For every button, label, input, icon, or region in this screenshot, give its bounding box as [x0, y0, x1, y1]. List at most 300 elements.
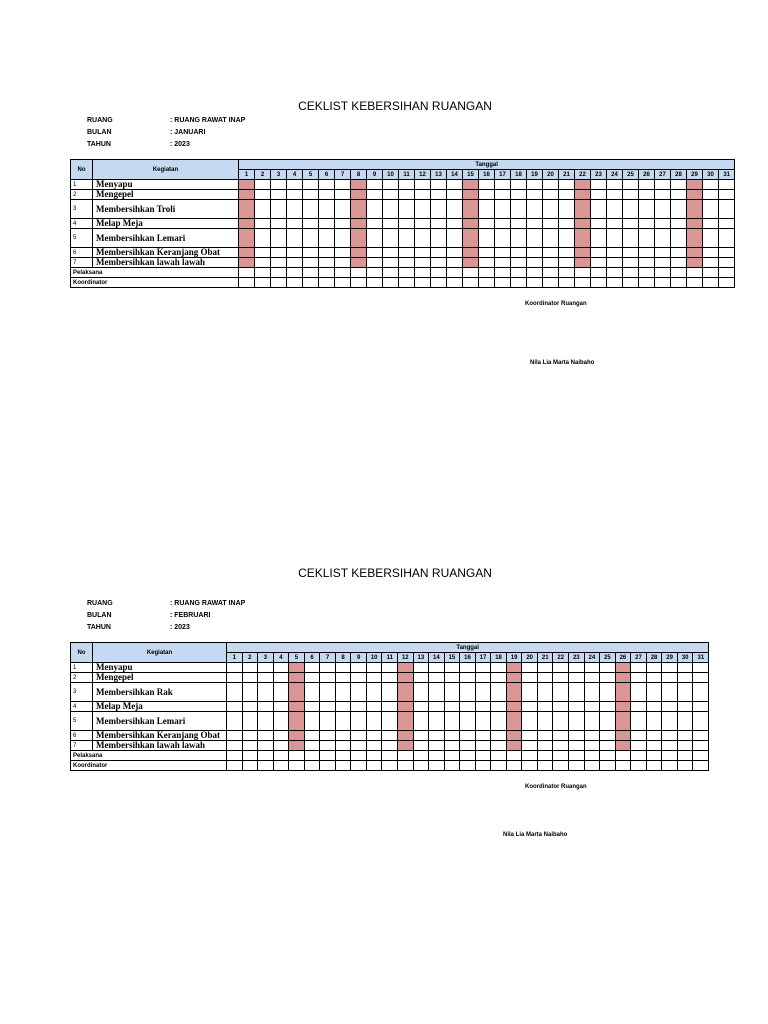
- signature-cell[interactable]: [258, 751, 274, 761]
- check-cell[interactable]: [677, 683, 693, 702]
- signature-cell[interactable]: [646, 751, 662, 761]
- check-cell[interactable]: [569, 712, 585, 731]
- check-cell[interactable]: [460, 731, 476, 741]
- check-cell[interactable]: [646, 741, 662, 751]
- check-cell[interactable]: [399, 180, 415, 190]
- check-cell[interactable]: [703, 219, 719, 229]
- check-cell[interactable]: [431, 200, 447, 219]
- signature-cell[interactable]: [575, 278, 591, 288]
- check-cell[interactable]: [287, 258, 303, 268]
- check-cell[interactable]: [703, 190, 719, 200]
- check-cell[interactable]: [367, 229, 383, 248]
- check-cell[interactable]: [431, 258, 447, 268]
- scheduled-day-cell[interactable]: [575, 200, 591, 219]
- signature-cell[interactable]: [367, 278, 383, 288]
- check-cell[interactable]: [475, 731, 491, 741]
- check-cell[interactable]: [553, 712, 569, 731]
- signature-cell[interactable]: [227, 751, 243, 761]
- scheduled-day-cell[interactable]: [687, 200, 703, 219]
- check-cell[interactable]: [553, 741, 569, 751]
- scheduled-day-cell[interactable]: [351, 258, 367, 268]
- signature-cell[interactable]: [687, 278, 703, 288]
- signature-cell[interactable]: [287, 278, 303, 288]
- scheduled-day-cell[interactable]: [239, 248, 255, 258]
- check-cell[interactable]: [367, 219, 383, 229]
- signature-cell[interactable]: [429, 761, 445, 771]
- check-cell[interactable]: [662, 663, 678, 673]
- scheduled-day-cell[interactable]: [615, 702, 631, 712]
- signature-cell[interactable]: [320, 761, 336, 771]
- check-cell[interactable]: [639, 219, 655, 229]
- signature-cell[interactable]: [415, 278, 431, 288]
- check-cell[interactable]: [447, 200, 463, 219]
- scheduled-day-cell[interactable]: [463, 258, 479, 268]
- scheduled-day-cell[interactable]: [575, 248, 591, 258]
- check-cell[interactable]: [351, 663, 367, 673]
- check-cell[interactable]: [703, 200, 719, 219]
- scheduled-day-cell[interactable]: [239, 219, 255, 229]
- scheduled-day-cell[interactable]: [463, 219, 479, 229]
- check-cell[interactable]: [631, 741, 647, 751]
- check-cell[interactable]: [335, 219, 351, 229]
- check-cell[interactable]: [447, 229, 463, 248]
- signature-cell[interactable]: [687, 268, 703, 278]
- check-cell[interactable]: [304, 663, 320, 673]
- signature-cell[interactable]: [479, 278, 495, 288]
- signature-cell[interactable]: [351, 278, 367, 288]
- check-cell[interactable]: [591, 258, 607, 268]
- check-cell[interactable]: [522, 731, 538, 741]
- check-cell[interactable]: [351, 673, 367, 683]
- check-cell[interactable]: [671, 190, 687, 200]
- check-cell[interactable]: [677, 673, 693, 683]
- check-cell[interactable]: [600, 712, 616, 731]
- scheduled-day-cell[interactable]: [351, 219, 367, 229]
- signature-cell[interactable]: [366, 751, 382, 761]
- check-cell[interactable]: [491, 683, 507, 702]
- check-cell[interactable]: [335, 741, 351, 751]
- check-cell[interactable]: [382, 683, 398, 702]
- check-cell[interactable]: [335, 683, 351, 702]
- signature-cell[interactable]: [460, 761, 476, 771]
- check-cell[interactable]: [383, 229, 399, 248]
- check-cell[interactable]: [335, 712, 351, 731]
- check-cell[interactable]: [460, 663, 476, 673]
- check-cell[interactable]: [591, 180, 607, 190]
- signature-cell[interactable]: [255, 268, 271, 278]
- check-cell[interactable]: [475, 741, 491, 751]
- check-cell[interactable]: [537, 702, 553, 712]
- check-cell[interactable]: [415, 248, 431, 258]
- scheduled-day-cell[interactable]: [463, 229, 479, 248]
- check-cell[interactable]: [479, 180, 495, 190]
- check-cell[interactable]: [351, 731, 367, 741]
- check-cell[interactable]: [413, 702, 429, 712]
- signature-cell[interactable]: [303, 268, 319, 278]
- check-cell[interactable]: [382, 663, 398, 673]
- check-cell[interactable]: [303, 200, 319, 219]
- check-cell[interactable]: [719, 258, 735, 268]
- signature-cell[interactable]: [662, 751, 678, 761]
- scheduled-day-cell[interactable]: [615, 731, 631, 741]
- check-cell[interactable]: [431, 190, 447, 200]
- check-cell[interactable]: [366, 663, 382, 673]
- check-cell[interactable]: [671, 200, 687, 219]
- check-cell[interactable]: [335, 190, 351, 200]
- scheduled-day-cell[interactable]: [351, 248, 367, 258]
- check-cell[interactable]: [227, 741, 243, 751]
- check-cell[interactable]: [491, 731, 507, 741]
- check-cell[interactable]: [655, 258, 671, 268]
- check-cell[interactable]: [366, 731, 382, 741]
- check-cell[interactable]: [304, 712, 320, 731]
- check-cell[interactable]: [255, 219, 271, 229]
- check-cell[interactable]: [415, 190, 431, 200]
- check-cell[interactable]: [569, 741, 585, 751]
- check-cell[interactable]: [495, 258, 511, 268]
- check-cell[interactable]: [511, 190, 527, 200]
- check-cell[interactable]: [623, 200, 639, 219]
- check-cell[interactable]: [447, 248, 463, 258]
- scheduled-day-cell[interactable]: [289, 741, 305, 751]
- scheduled-day-cell[interactable]: [289, 683, 305, 702]
- signature-cell[interactable]: [584, 761, 600, 771]
- check-cell[interactable]: [273, 702, 289, 712]
- check-cell[interactable]: [431, 180, 447, 190]
- signature-cell[interactable]: [607, 268, 623, 278]
- check-cell[interactable]: [600, 741, 616, 751]
- check-cell[interactable]: [584, 741, 600, 751]
- check-cell[interactable]: [383, 200, 399, 219]
- check-cell[interactable]: [591, 190, 607, 200]
- check-cell[interactable]: [242, 663, 258, 673]
- check-cell[interactable]: [559, 190, 575, 200]
- signature-cell[interactable]: [319, 268, 335, 278]
- signature-cell[interactable]: [671, 278, 687, 288]
- check-cell[interactable]: [559, 248, 575, 258]
- check-cell[interactable]: [559, 229, 575, 248]
- signature-cell[interactable]: [506, 761, 522, 771]
- signature-cell[interactable]: [351, 761, 367, 771]
- check-cell[interactable]: [607, 229, 623, 248]
- signature-cell[interactable]: [239, 278, 255, 288]
- signature-cell[interactable]: [543, 268, 559, 278]
- check-cell[interactable]: [399, 190, 415, 200]
- check-cell[interactable]: [527, 229, 543, 248]
- check-cell[interactable]: [303, 229, 319, 248]
- check-cell[interactable]: [559, 219, 575, 229]
- check-cell[interactable]: [227, 663, 243, 673]
- check-cell[interactable]: [319, 248, 335, 258]
- check-cell[interactable]: [491, 702, 507, 712]
- check-cell[interactable]: [303, 190, 319, 200]
- scheduled-day-cell[interactable]: [398, 741, 414, 751]
- check-cell[interactable]: [522, 702, 538, 712]
- check-cell[interactable]: [511, 248, 527, 258]
- signature-cell[interactable]: [677, 751, 693, 761]
- signature-cell[interactable]: [289, 761, 305, 771]
- signature-cell[interactable]: [615, 761, 631, 771]
- signature-cell[interactable]: [559, 268, 575, 278]
- check-cell[interactable]: [303, 219, 319, 229]
- scheduled-day-cell[interactable]: [575, 258, 591, 268]
- signature-cell[interactable]: [273, 751, 289, 761]
- check-cell[interactable]: [553, 683, 569, 702]
- check-cell[interactable]: [646, 663, 662, 673]
- signature-cell[interactable]: [303, 278, 319, 288]
- check-cell[interactable]: [335, 229, 351, 248]
- signature-cell[interactable]: [398, 751, 414, 761]
- check-cell[interactable]: [639, 258, 655, 268]
- check-cell[interactable]: [591, 229, 607, 248]
- check-cell[interactable]: [527, 200, 543, 219]
- check-cell[interactable]: [671, 258, 687, 268]
- check-cell[interactable]: [227, 702, 243, 712]
- check-cell[interactable]: [335, 702, 351, 712]
- check-cell[interactable]: [242, 702, 258, 712]
- scheduled-day-cell[interactable]: [289, 663, 305, 673]
- signature-cell[interactable]: [415, 268, 431, 278]
- check-cell[interactable]: [584, 731, 600, 741]
- signature-cell[interactable]: [335, 278, 351, 288]
- check-cell[interactable]: [271, 190, 287, 200]
- check-cell[interactable]: [319, 200, 335, 219]
- check-cell[interactable]: [607, 219, 623, 229]
- check-cell[interactable]: [227, 673, 243, 683]
- scheduled-day-cell[interactable]: [239, 229, 255, 248]
- scheduled-day-cell[interactable]: [615, 673, 631, 683]
- check-cell[interactable]: [447, 219, 463, 229]
- signature-cell[interactable]: [537, 761, 553, 771]
- check-cell[interactable]: [655, 248, 671, 258]
- signature-cell[interactable]: [383, 278, 399, 288]
- check-cell[interactable]: [242, 712, 258, 731]
- check-cell[interactable]: [382, 673, 398, 683]
- check-cell[interactable]: [303, 180, 319, 190]
- signature-cell[interactable]: [475, 751, 491, 761]
- check-cell[interactable]: [623, 248, 639, 258]
- check-cell[interactable]: [693, 712, 709, 731]
- check-cell[interactable]: [320, 731, 336, 741]
- check-cell[interactable]: [335, 200, 351, 219]
- signature-cell[interactable]: [491, 751, 507, 761]
- check-cell[interactable]: [677, 663, 693, 673]
- signature-cell[interactable]: [569, 761, 585, 771]
- signature-cell[interactable]: [431, 278, 447, 288]
- signature-cell[interactable]: [351, 268, 367, 278]
- signature-cell[interactable]: [242, 761, 258, 771]
- check-cell[interactable]: [719, 219, 735, 229]
- check-cell[interactable]: [607, 180, 623, 190]
- scheduled-day-cell[interactable]: [506, 741, 522, 751]
- check-cell[interactable]: [584, 673, 600, 683]
- check-cell[interactable]: [631, 731, 647, 741]
- signature-cell[interactable]: [413, 761, 429, 771]
- check-cell[interactable]: [431, 219, 447, 229]
- signature-cell[interactable]: [367, 268, 383, 278]
- signature-cell[interactable]: [460, 751, 476, 761]
- check-cell[interactable]: [366, 673, 382, 683]
- check-cell[interactable]: [569, 673, 585, 683]
- check-cell[interactable]: [255, 258, 271, 268]
- signature-cell[interactable]: [447, 278, 463, 288]
- check-cell[interactable]: [553, 663, 569, 673]
- signature-cell[interactable]: [319, 278, 335, 288]
- check-cell[interactable]: [287, 219, 303, 229]
- check-cell[interactable]: [639, 248, 655, 258]
- scheduled-day-cell[interactable]: [575, 219, 591, 229]
- check-cell[interactable]: [623, 258, 639, 268]
- check-cell[interactable]: [671, 180, 687, 190]
- check-cell[interactable]: [271, 180, 287, 190]
- check-cell[interactable]: [303, 258, 319, 268]
- signature-cell[interactable]: [366, 761, 382, 771]
- signature-cell[interactable]: [543, 278, 559, 288]
- check-cell[interactable]: [399, 219, 415, 229]
- check-cell[interactable]: [527, 180, 543, 190]
- check-cell[interactable]: [559, 180, 575, 190]
- check-cell[interactable]: [600, 731, 616, 741]
- check-cell[interactable]: [631, 663, 647, 673]
- check-cell[interactable]: [600, 673, 616, 683]
- check-cell[interactable]: [527, 258, 543, 268]
- check-cell[interactable]: [415, 229, 431, 248]
- signature-cell[interactable]: [584, 751, 600, 761]
- check-cell[interactable]: [631, 712, 647, 731]
- check-cell[interactable]: [543, 200, 559, 219]
- signature-cell[interactable]: [335, 751, 351, 761]
- scheduled-day-cell[interactable]: [506, 712, 522, 731]
- signature-cell[interactable]: [495, 278, 511, 288]
- scheduled-day-cell[interactable]: [615, 683, 631, 702]
- signature-cell[interactable]: [719, 268, 735, 278]
- check-cell[interactable]: [671, 248, 687, 258]
- check-cell[interactable]: [319, 180, 335, 190]
- scheduled-day-cell[interactable]: [687, 229, 703, 248]
- check-cell[interactable]: [271, 219, 287, 229]
- check-cell[interactable]: [431, 248, 447, 258]
- check-cell[interactable]: [367, 180, 383, 190]
- signature-cell[interactable]: [703, 278, 719, 288]
- check-cell[interactable]: [460, 673, 476, 683]
- check-cell[interactable]: [559, 258, 575, 268]
- check-cell[interactable]: [366, 702, 382, 712]
- scheduled-day-cell[interactable]: [398, 663, 414, 673]
- check-cell[interactable]: [273, 712, 289, 731]
- check-cell[interactable]: [600, 663, 616, 673]
- check-cell[interactable]: [367, 190, 383, 200]
- check-cell[interactable]: [413, 683, 429, 702]
- scheduled-day-cell[interactable]: [687, 190, 703, 200]
- check-cell[interactable]: [304, 673, 320, 683]
- check-cell[interactable]: [304, 731, 320, 741]
- scheduled-day-cell[interactable]: [289, 712, 305, 731]
- signature-cell[interactable]: [559, 278, 575, 288]
- signature-cell[interactable]: [382, 751, 398, 761]
- check-cell[interactable]: [227, 683, 243, 702]
- check-cell[interactable]: [258, 741, 274, 751]
- check-cell[interactable]: [491, 741, 507, 751]
- check-cell[interactable]: [367, 248, 383, 258]
- scheduled-day-cell[interactable]: [398, 702, 414, 712]
- signature-cell[interactable]: [655, 278, 671, 288]
- signature-cell[interactable]: [258, 761, 274, 771]
- check-cell[interactable]: [646, 712, 662, 731]
- check-cell[interactable]: [495, 180, 511, 190]
- check-cell[interactable]: [367, 200, 383, 219]
- check-cell[interactable]: [693, 741, 709, 751]
- check-cell[interactable]: [537, 683, 553, 702]
- signature-cell[interactable]: [413, 751, 429, 761]
- check-cell[interactable]: [719, 190, 735, 200]
- check-cell[interactable]: [399, 229, 415, 248]
- signature-cell[interactable]: [553, 751, 569, 761]
- signature-cell[interactable]: [553, 761, 569, 771]
- check-cell[interactable]: [693, 683, 709, 702]
- scheduled-day-cell[interactable]: [575, 190, 591, 200]
- check-cell[interactable]: [399, 248, 415, 258]
- check-cell[interactable]: [415, 180, 431, 190]
- check-cell[interactable]: [584, 683, 600, 702]
- check-cell[interactable]: [607, 200, 623, 219]
- check-cell[interactable]: [623, 190, 639, 200]
- signature-cell[interactable]: [335, 268, 351, 278]
- signature-cell[interactable]: [398, 761, 414, 771]
- check-cell[interactable]: [287, 248, 303, 258]
- check-cell[interactable]: [258, 702, 274, 712]
- check-cell[interactable]: [271, 248, 287, 258]
- signature-cell[interactable]: [639, 278, 655, 288]
- scheduled-day-cell[interactable]: [506, 702, 522, 712]
- check-cell[interactable]: [415, 219, 431, 229]
- check-cell[interactable]: [671, 229, 687, 248]
- signature-cell[interactable]: [623, 278, 639, 288]
- check-cell[interactable]: [475, 712, 491, 731]
- check-cell[interactable]: [415, 258, 431, 268]
- check-cell[interactable]: [460, 741, 476, 751]
- signature-cell[interactable]: [479, 268, 495, 278]
- check-cell[interactable]: [491, 663, 507, 673]
- signature-cell[interactable]: [431, 268, 447, 278]
- check-cell[interactable]: [273, 731, 289, 741]
- check-cell[interactable]: [242, 673, 258, 683]
- check-cell[interactable]: [351, 702, 367, 712]
- signature-cell[interactable]: [320, 751, 336, 761]
- signature-cell[interactable]: [242, 751, 258, 761]
- check-cell[interactable]: [537, 712, 553, 731]
- check-cell[interactable]: [693, 673, 709, 683]
- signature-cell[interactable]: [511, 268, 527, 278]
- scheduled-day-cell[interactable]: [351, 200, 367, 219]
- check-cell[interactable]: [479, 258, 495, 268]
- check-cell[interactable]: [591, 219, 607, 229]
- check-cell[interactable]: [655, 219, 671, 229]
- check-cell[interactable]: [600, 702, 616, 712]
- check-cell[interactable]: [413, 712, 429, 731]
- check-cell[interactable]: [662, 702, 678, 712]
- check-cell[interactable]: [646, 702, 662, 712]
- check-cell[interactable]: [631, 702, 647, 712]
- scheduled-day-cell[interactable]: [289, 731, 305, 741]
- check-cell[interactable]: [258, 683, 274, 702]
- signature-cell[interactable]: [273, 761, 289, 771]
- check-cell[interactable]: [444, 683, 460, 702]
- check-cell[interactable]: [335, 731, 351, 741]
- check-cell[interactable]: [320, 741, 336, 751]
- signature-cell[interactable]: [639, 268, 655, 278]
- signature-cell[interactable]: [623, 268, 639, 278]
- check-cell[interactable]: [413, 663, 429, 673]
